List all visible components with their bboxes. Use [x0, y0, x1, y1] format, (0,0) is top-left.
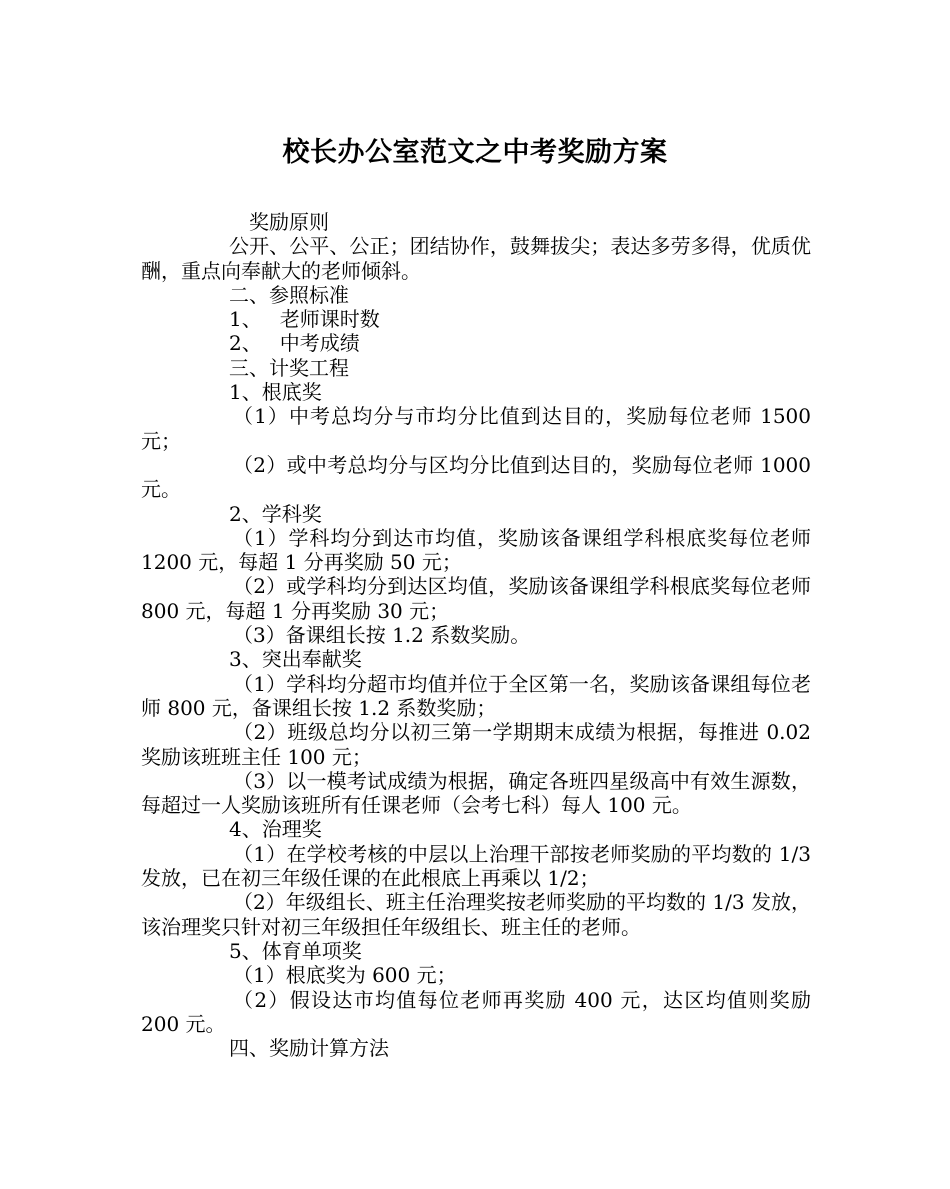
paragraph-item-1	[141, 307, 811, 331]
paragraph-base-award-1: （1）中考总均分与市均分比值到达目的，奖励每位老师 1500 元；	[141, 404, 811, 453]
paragraph-management-award-2: （2）年级组长、班主任治理奖按老师奖励的平均数的 1/3 发放，该治理奖只针对初三年级担任年级组长、班主任的老师。	[141, 890, 811, 939]
item-1-text: 老师课时数	[279, 307, 380, 332]
paragraph-contribution-award-3: （3）以一模考试成绩为根据，确定各班四星级高中有效生源数，每超过一人奖励该班所有任课老师（会考七科）每人 100 元。	[141, 768, 811, 818]
paragraph-contribution-award-1: （1）学科均分超市均值并位于全区第一名，奖励该备课组每位老师 800 元，备课组长按 1.2 系数奖励；	[141, 671, 811, 720]
paragraph-reward-principle-heading: 奖励原则	[249, 210, 329, 234]
paragraph-contribution-award-heading: 3、突出奉献奖	[229, 647, 362, 672]
paragraph-item-2	[141, 331, 811, 355]
document-title: 校长办公室范文之中考奖励方案	[282, 137, 668, 168]
paragraph-management-award-1: （1）在学校考核的中层以上治理干部按老师奖励的平均数的 1/3 发放，已在初三年级任课的在此根底上再乘以 1/2；	[141, 841, 811, 891]
item-2-text: 中考成绩	[279, 331, 360, 356]
item-1-number: 1、	[229, 307, 262, 332]
document-body	[141, 210, 811, 1060]
paragraph-base-award-heading: 1、根底奖	[229, 380, 322, 405]
paragraph-section-4-heading: 四、奖励计算方法	[229, 1036, 389, 1061]
paragraph-management-award-heading: 4、治理奖	[229, 817, 322, 842]
paragraph-base-award-2: （2）或中考总均分与区均分比值到达目的，奖励每位老师 1000 元。	[141, 452, 811, 502]
paragraph-reward-principle-text: 公开、公平、公正；团结协作，鼓舞拔尖；表达多劳多得，优质优酬，重点向奉献大的老师倾斜。	[141, 234, 811, 283]
paragraph-sports-award-heading: 5、体育单项奖	[229, 938, 362, 963]
paragraph-section-3-heading: 三、计奖工程	[229, 355, 349, 380]
paragraph-contribution-award-2: （2）班级总均分以初三第一学期期末成绩为根据，每推进 0.02 奖励该班班主任 100 元；	[141, 720, 811, 769]
paragraph-subject-award-3: （3）备课组长按 1.2 系数奖励。	[233, 623, 531, 648]
paragraph-subject-award-heading: 2、学科奖	[229, 501, 322, 526]
paragraph-subject-award-2: （2）或学科均分到达区均值，奖励该备课组学科根底奖每位老师 800 元，每超 1 分再奖励 30 元；	[141, 574, 811, 623]
paragraph-sports-award-1: （1）根底奖为 600 元；	[233, 963, 457, 988]
paragraph-sports-award-2: （2）假设达市均值每位老师再奖励 400 元，达区均值则奖励 200 元。	[141, 987, 811, 1036]
item-2-number: 2、	[229, 331, 262, 356]
paragraph-section-2-heading: 二、参照标准	[229, 282, 349, 307]
paragraph-subject-award-1: （1）学科均分到达市均值，奖励该备课组学科根底奖每位老师 1200 元，每超 1 分再奖励 50 元；	[141, 525, 811, 575]
